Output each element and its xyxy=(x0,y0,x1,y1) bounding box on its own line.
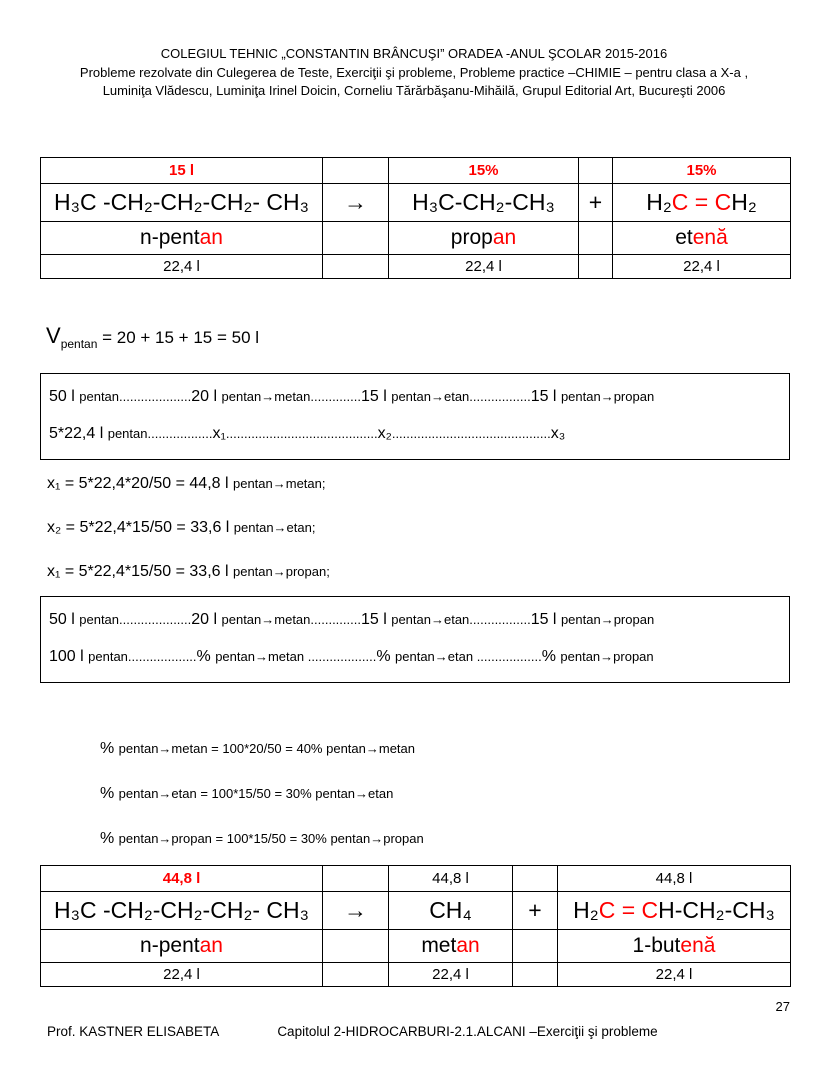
cell-empty xyxy=(513,929,558,962)
table1-molar-volume-row xyxy=(41,254,791,278)
cell-empty xyxy=(513,865,558,891)
cell-qty-butena: 44,8 l xyxy=(558,865,791,891)
cell-empty xyxy=(323,157,389,183)
footer-chapter: Capitolul 2-HIDROCARBURI-2.1.ALCANI –Exerciţii şi probleme xyxy=(277,1023,658,1039)
cell-qty-propan: 15% xyxy=(389,157,579,183)
cell-name-pentan: n-pentan xyxy=(41,221,323,254)
cell-name-etena: etenă xyxy=(613,221,791,254)
reaction-arrow: → xyxy=(323,891,389,929)
cell-empty xyxy=(513,962,558,986)
cell-formula-etena: H₂C = CH₂ xyxy=(613,183,791,221)
x2-result-line: x₂ = 5*22,4*15/50 = 33,6 l pentan→etan; xyxy=(47,518,316,536)
reaction-table-pentan-propan-etena xyxy=(40,157,791,279)
cell-empty xyxy=(323,221,389,254)
cell-empty xyxy=(323,929,389,962)
cell-empty xyxy=(579,157,613,183)
cell-formula-butena: H₂C = CH-CH₂-CH₃ xyxy=(558,891,791,929)
cell-qty-metan: 44,8 l xyxy=(389,865,513,891)
x3-result-line: x₁ = 5*22,4*15/50 = 33,6 l pentan→propan; xyxy=(47,562,330,580)
cell-volume: 22,4 l xyxy=(389,254,579,278)
cell-empty xyxy=(323,962,389,986)
cell-formula-pentan: H₃C -CH₂-CH₂-CH₂- CH₃ xyxy=(41,183,323,221)
table2-quantity-row xyxy=(41,865,791,891)
cell-name-pentan: n-pentan xyxy=(41,929,323,962)
table2-formula-row xyxy=(41,891,791,929)
plus-sign: + xyxy=(513,891,558,929)
document-footer xyxy=(47,1024,828,1039)
cell-volume: 22,4 l xyxy=(41,254,323,278)
cell-volume: 22,4 l xyxy=(613,254,791,278)
reaction-arrow: → xyxy=(323,183,389,221)
x1-result-line: x₁ = 5*22,4*20/50 = 44,8 l pentan→metan; xyxy=(47,474,326,492)
cell-volume: 22,4 l xyxy=(558,962,791,986)
cell-name-butena: 1-butenă xyxy=(558,929,791,962)
percent-metan-line: % pentan→metan = 100*20/50 = 40% pentan→metan xyxy=(100,739,415,757)
table2-molar-volume-row xyxy=(41,962,791,986)
cell-name-propan: propan xyxy=(389,221,579,254)
cell-empty xyxy=(323,865,389,891)
percent-etan-line: % pentan→etan = 100*15/50 = 30% pentan→etan xyxy=(100,784,394,802)
proportion-box-percent xyxy=(40,596,790,683)
header-line-1: COLEGIUL TEHNIC „CONSTANTIN BRÂNCUŞI” ORADEA -ANUL ŞCOLAR 2015-2016 xyxy=(160,46,668,61)
table1-formula-row xyxy=(41,183,791,221)
cell-volume: 22,4 l xyxy=(389,962,513,986)
proportion-line-2: 5*22,4 l pentan..................x₁..........................................x₂............................................x₃ xyxy=(49,424,566,442)
table1-quantity-row xyxy=(41,157,791,183)
cell-empty xyxy=(579,254,613,278)
total-volume-equation: $V_{pentan} = 20 + 15 + 15 = 50$ l xyxy=(46,322,260,351)
cell-formula-pentan: H₃C -CH₂-CH₂-CH₂- CH₃ xyxy=(41,891,323,929)
cell-formula-metan: CH₄ xyxy=(389,891,513,929)
header-line-3: Luminiţa Vlădescu, Luminiţa Irinel Doicin, Corneliu Tărărbăşanu-Mihăilă, Grupul Editorial Art, Bucureşti 2006 xyxy=(102,83,726,98)
cell-formula-propan: H₃C-CH₂-CH₃ xyxy=(389,183,579,221)
cell-qty-etena: 15% xyxy=(613,157,791,183)
table2-name-row xyxy=(41,929,791,962)
reaction-table-pentan-metan-butena xyxy=(40,865,791,987)
cell-qty-pentan: 44,8 l xyxy=(41,865,323,891)
proportion-line-1: 50 l pentan....................20 l pentan→metan..............15 l pentan→etan.................15 l pentan→propan xyxy=(49,387,655,405)
cell-empty xyxy=(579,221,613,254)
cell-volume: 22,4 l xyxy=(41,962,323,986)
proportion-line-1: 50 l pentan....................20 l pentan→metan..............15 l pentan→etan.................15 l pentan→propan xyxy=(49,610,655,628)
header-line-2: Probleme rezolvate din Culegerea de Teste, Exerciţii şi probleme, Probleme practice –CHIMIE – pentru clasa a X-a , xyxy=(79,64,749,80)
cell-qty-pentan: 15 l xyxy=(41,157,323,183)
plus-sign: + xyxy=(579,183,613,221)
document-header xyxy=(0,0,828,101)
proportion-line-2: 100 l pentan...................% pentan→metan ...................% pentan→etan ..................% pentan→propan xyxy=(49,647,654,665)
cell-name-metan: metan xyxy=(389,929,513,962)
footer-author: Prof. KASTNER ELISABETA xyxy=(47,1023,220,1039)
proportion-box-volumes xyxy=(40,373,790,460)
cell-empty xyxy=(323,254,389,278)
percent-propan-line: % pentan→propan = 100*15/50 = 30% pentan→propan xyxy=(100,829,424,847)
page-number: 27 xyxy=(775,998,790,1014)
table1-name-row xyxy=(41,221,791,254)
